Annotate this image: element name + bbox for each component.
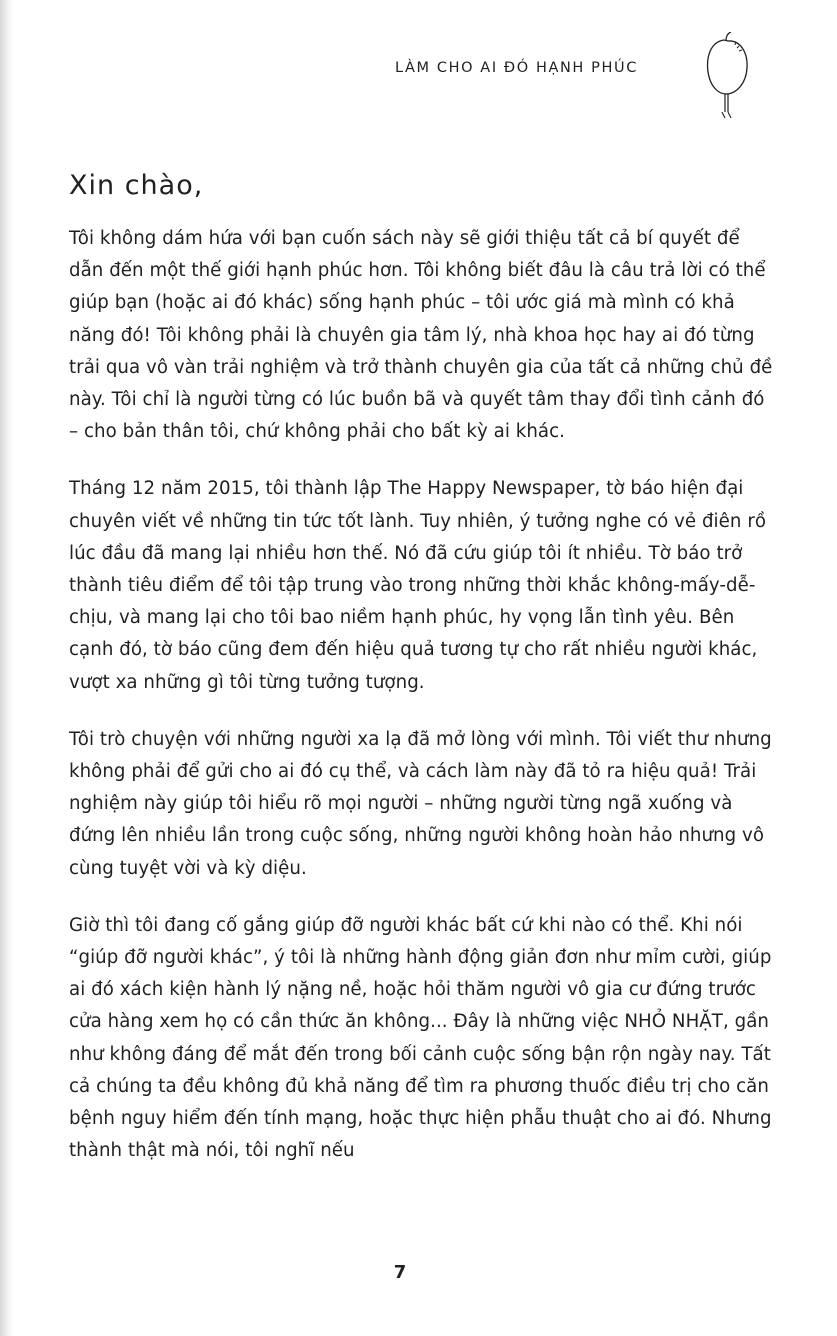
page-number: 7 bbox=[393, 1262, 407, 1283]
apple-doodle-icon bbox=[704, 32, 750, 120]
paragraph-2: Tháng 12 năm 2015, tôi thành lập The Happy Newspaper, tờ báo hiện đại chuyên viết về những tin tức tốt lành. Tuy nhiên, ý tưởng nghe có vẻ điên rồ lúc đầu đã mang lại nhiều hơn thế. Nó đã cứu giúp tôi ít nhiều. Tờ báo trở thành tiêu điểm để tôi tập trung vào trong những thời khắc không-mấy-dễ-chịu, và mang lại cho tôi bao niềm hạnh phúc, hy vọng lẫn tình yêu. Bên cạnh đó, tờ báo cũng đem đến hiệu quả tương tự cho rất nhiều người khác, vượt xa những gì tôi từng tưởng tượng. bbox=[69, 478, 767, 693]
paragraph-4: Giờ thì tôi đang cố gắng giúp đỡ người khác bất cứ khi nào có thể. Khi nói “giúp đỡ người khác”, ý tôi là những hành động giản đơn như mỉm cười, giúp ai đó xách kiện hành lý nặng nề, hoặc hỏi thăm người vô gia cư đứng trước cửa hàng xem họ có cần thức ăn không... Đây là những việc NHỎ NHẶT, gần như không đáng để mắt đến trong bối cảnh cuộc sống bận rộn ngày nay. Tất cả chúng ta đều không đủ khả năng để tìm ra phương thuốc điều trị cho căn bệnh nguy hiểm đến tính mạng, hoặc thực hiện phẫu thuật cho ai đó. Nhưng thành thật mà nói, tôi nghĩ nếu bbox=[69, 914, 772, 1162]
running-header-title: LÀM CHO AI ĐÓ HẠNH PHÚC bbox=[395, 60, 638, 76]
letter-greeting: Xin chào, bbox=[69, 170, 204, 201]
page-binding-edge bbox=[0, 0, 14, 1336]
paragraph-3: Tôi trò chuyện với những người xa lạ đã mở lòng với mình. Tôi viết thư nhưng không phải để gửi cho ai đó cụ thể, và cách làm này đã tỏ ra hiệu quả! Trải nghiệm này giúp tôi hiểu rõ mọi người – những người từng ngã xuống và đứng lên nhiều lần trong cuộc sống, những người không hoàn hảo nhưng vô cùng tuyệt vời và kỳ diệu. bbox=[69, 728, 772, 879]
paragraph-1: Tôi không dám hứa với bạn cuốn sách này sẽ giới thiệu tất cả bí quyết để dẫn đến một thế giới hạnh phúc hơn. Tôi không biết đâu là câu trả lời có thể giúp bạn (hoặc ai đó khác) sống hạnh phúc – tôi ước giá mà mình có khả năng đó! Tôi không phải là chuyên gia tâm lý, nhà khoa học hay ai đó từng trải qua vô vàn trải nghiệm và trở thành chuyên gia của tất cả những chủ đề này. Tôi chỉ là người từng có lúc buồn bã và quyết tâm thay đổi tình cảnh đó – cho bản thân tôi, chứ không phải cho bất kỳ ai khác. bbox=[69, 228, 773, 443]
body-text bbox=[69, 223, 774, 1192]
